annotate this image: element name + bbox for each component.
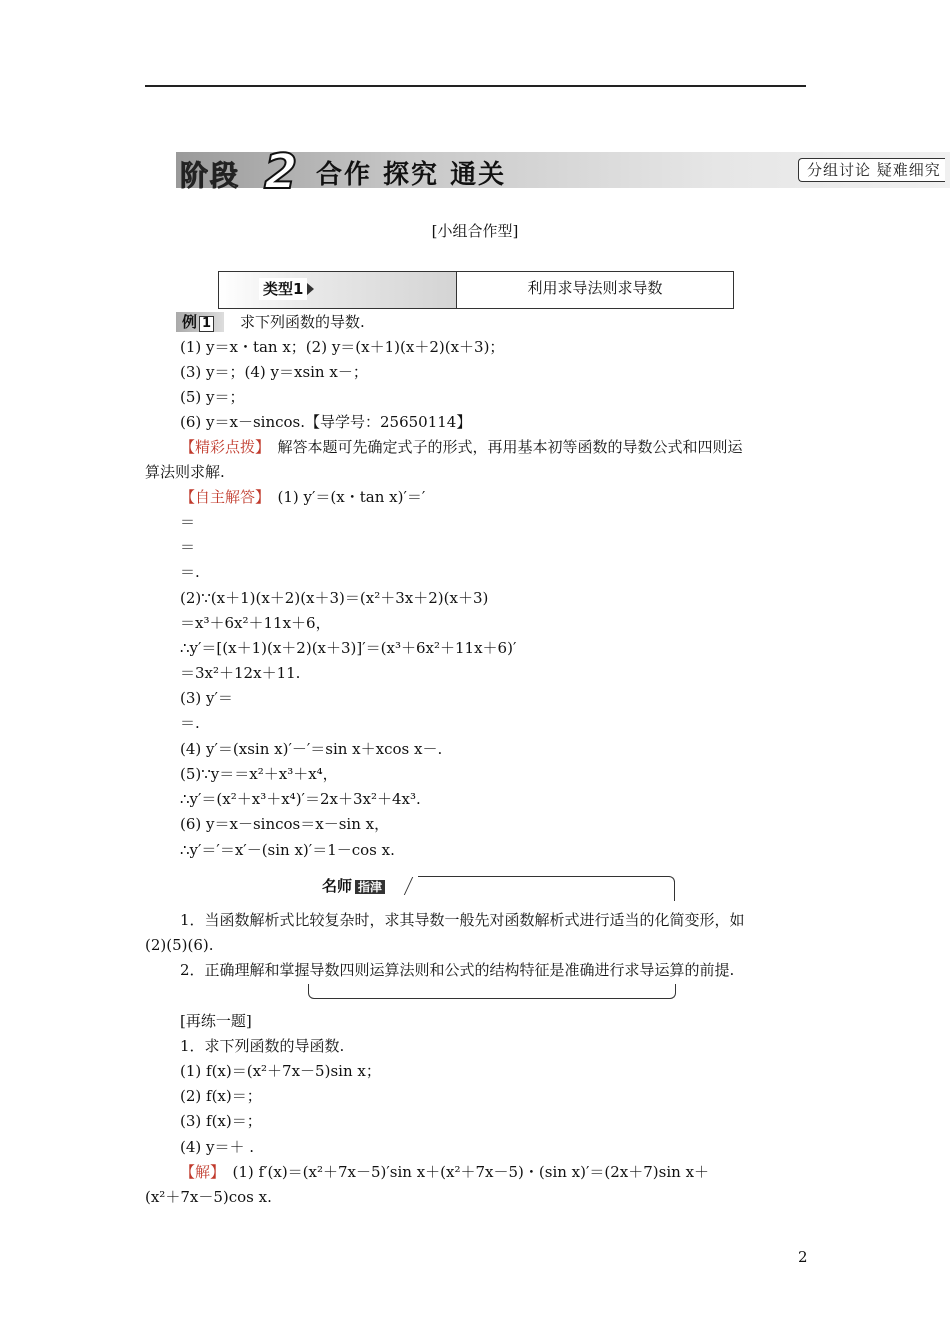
practice-tag: [再练一题]: [180, 1012, 252, 1030]
teacher-guide-tag-text: 名师: [322, 877, 353, 895]
solution-first-line: [180, 487, 425, 507]
hint-text: 解答本题可先确定式子的形式，再用基本初等函数的导数公式和四则运: [277, 438, 743, 456]
solution-line: ∴y′＝[(x＋1)(x＋2)(x＋3)]′＝(x³＋6x²＋11x＋6)′: [180, 639, 517, 657]
solution-line: (2)∵(x＋1)(x＋2)(x＋3)＝(x²＋3x＋2)(x＋3): [180, 589, 489, 607]
section-banner: [176, 144, 950, 200]
example-line: (1) y＝x・tan x；(2) y＝(x＋1)(x＋2)(x＋3)；: [180, 338, 505, 356]
type-box: [218, 271, 734, 309]
example-line: 求下列函数的导数.: [240, 313, 365, 331]
answer-tag: 【解】: [180, 1163, 218, 1181]
banner-title: 合作 探究 通关: [316, 160, 507, 190]
example-badge-number: 1: [199, 316, 214, 332]
banner-subtitle: 分组讨论 疑难细究: [798, 158, 945, 182]
example-badge: [176, 312, 224, 332]
type-label: 类型1: [259, 278, 307, 300]
solution-line: ＝x³＋6x²＋11x＋6，: [180, 614, 331, 632]
solution-line: (5)∵y＝＝x²＋x³＋x⁴，: [180, 765, 338, 783]
answer-text: (1) f′(x)＝(x²＋7x－5)′sin x＋(x²＋7x－5)・(sin x)′＝(2x＋7)sin x＋: [232, 1163, 710, 1181]
solution-line: (4) y′＝(xsin x)′－′＝sin x＋xcos x－.: [180, 740, 443, 758]
teacher-guide-tag-badge: 指津: [355, 880, 385, 894]
banner-stage: 阶段: [180, 159, 241, 192]
group-type-tag: [小组合作型]: [431, 222, 519, 240]
guide-line: (2)(5)(6).: [145, 936, 214, 954]
example-line: (3) y＝；(4) y＝xsin x－；: [180, 363, 368, 381]
practice-line: (3) f(x)＝；: [180, 1112, 262, 1130]
practice-line: (4) y＝＋ .: [180, 1138, 255, 1156]
solution-line: ＝.: [180, 563, 200, 581]
teacher-guide-tag: [316, 876, 391, 896]
type-title: 利用求导法则求导数: [527, 279, 663, 297]
answer-line: [180, 1162, 709, 1182]
solution-line: ＝3x²＋12x＋11.: [180, 664, 301, 682]
top-rule: [145, 85, 806, 87]
solution-line: ＝: [180, 538, 196, 556]
hint-tag: 【精彩点拨】: [180, 438, 263, 456]
solution-line: (3) y′＝: [180, 689, 233, 707]
solution-line: ＝: [180, 513, 196, 531]
answer-line-2: (x²＋7x－5)cos x.: [145, 1188, 272, 1206]
practice-line: 1．求下列函数的导函数.: [180, 1037, 345, 1055]
type-box-left: [219, 272, 456, 308]
page-number: 2: [798, 1248, 808, 1266]
guide-line: 1．当函数解析式比较复杂时，求其导数一般先对函数解析式进行适当的化简变形，如: [180, 911, 745, 929]
teacher-guide-bottom-border: [308, 984, 676, 999]
guide-line: 2．正确理解和掌握导数四则运算法则和公式的结构特征是准确进行求导运算的前提.: [180, 961, 735, 979]
solution-line: ∴y′＝(x²＋x³＋x⁴)′＝2x＋3x²＋4x³.: [180, 790, 421, 808]
teacher-guide-header: [308, 876, 674, 902]
example-badge-label: 例: [182, 313, 198, 331]
solution-line: (6) y＝x－sincos＝x－sin x，: [180, 815, 390, 833]
solution-first: (1) y′＝(x・tan x)′＝′: [277, 488, 426, 506]
hint-line-2: 算法则求解.: [145, 463, 225, 481]
practice-line: (2) f(x)＝；: [180, 1087, 262, 1105]
teacher-guide-top-border: [418, 876, 675, 901]
practice-line: (1) f(x)＝(x²＋7x－5)sin x；: [180, 1062, 381, 1080]
example-line: (5) y＝；: [180, 388, 245, 406]
solution-line: ＝.: [180, 714, 200, 732]
solution-line: ∴y′＝′＝x′－(sin x)′＝1－cos x.: [180, 841, 395, 859]
example-line: (6) y＝x－sincos.【导学号：25650114】: [180, 413, 472, 431]
hint-line: [180, 437, 743, 457]
banner-number: 2: [264, 144, 298, 200]
solution-tag: 【自主解答】: [180, 488, 263, 506]
